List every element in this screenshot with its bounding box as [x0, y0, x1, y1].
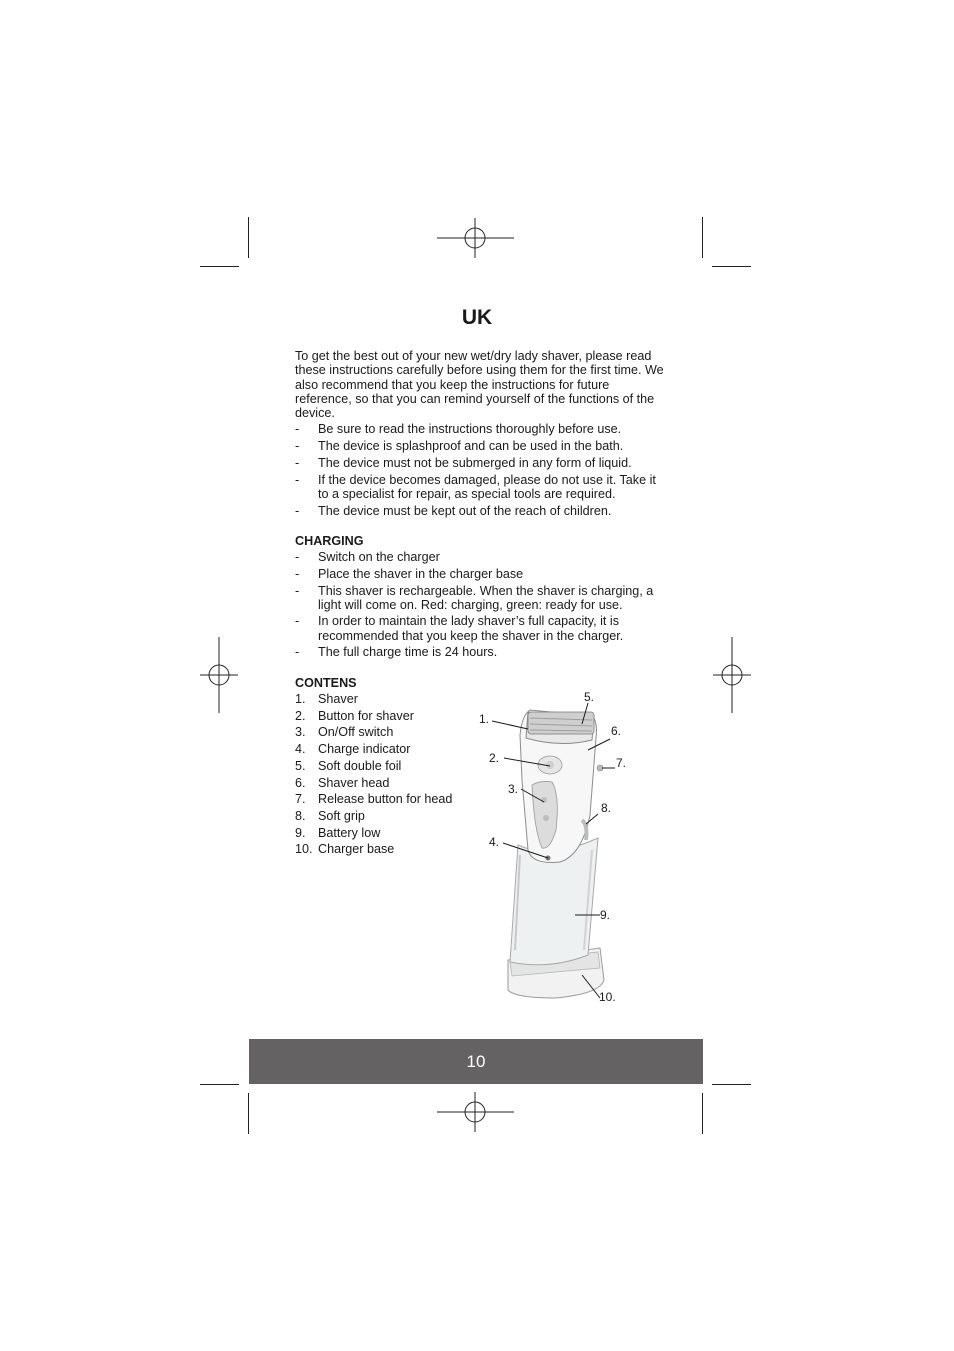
callout-7: 7. [616, 756, 627, 770]
list-item: - Be sure to read the instructions thoroughly before use. [295, 422, 665, 436]
callout-1: 1. [479, 712, 490, 726]
list-item: 9. Battery low [295, 825, 381, 840]
list-item: - Switch on the charger [295, 550, 665, 564]
intro-paragraph: To get the best out of your new wet/dry lady shaver, please read these instructions carefully before using them for the first time. We also recommend that you keep the instructions for future reference, so that you can remind yourself of the functions of the device. [295, 349, 664, 421]
list-item: - The device must be kept out of the reach of children. [295, 504, 665, 518]
callout-6: 6. [611, 724, 622, 738]
list-item: - The device must not be submerged in any form of liquid. [295, 456, 665, 470]
list-item: - This shaver is rechargeable. When the shaver is charging, a light will come on. Red: charging, green: ready for use. [295, 584, 665, 613]
callout-8: 8. [601, 801, 612, 815]
page-title: UK [461, 306, 493, 329]
list-item: 4. Charge indicator [295, 742, 411, 757]
list-item: 3. On/Off switch [295, 725, 394, 740]
safety-list [295, 422, 665, 517]
list-item: - The device is splashproof and can be used in the bath. [295, 439, 665, 453]
list-item: 7. Release button for head [295, 792, 453, 807]
charging-heading: CHARGING [295, 533, 364, 548]
shaver-illustration [470, 680, 650, 1015]
contents-heading: CONTENS [295, 675, 357, 690]
list-item: 5. Soft double foil [295, 758, 402, 773]
callout-10: 10. [599, 990, 616, 1004]
list-item: 2. Button for shaver [295, 708, 414, 723]
callout-3: 3. [508, 782, 519, 796]
page-number-band [249, 1039, 703, 1084]
list-item: - Place the shaver in the charger base [295, 567, 665, 581]
callout-4: 4. [489, 835, 500, 849]
charging-list [295, 550, 665, 660]
page-number: 10 [466, 1052, 486, 1071]
list-item: 10. Charger base [295, 842, 395, 857]
list-item: 1. Shaver [295, 692, 358, 707]
list-item: - In order to maintain the lady shaver’s full capacity, it is recommended that you keep the shaver in the charger. [295, 614, 665, 643]
callout-2: 2. [489, 751, 500, 765]
list-item: 8. Soft grip [295, 808, 365, 823]
list-item: 6. Shaver head [295, 775, 390, 790]
callout-9: 9. [600, 908, 611, 922]
contents-list [295, 692, 465, 856]
list-item: - The full charge time is 24 hours. [295, 645, 665, 659]
callout-5: 5. [584, 690, 595, 704]
list-item: - If the device becomes damaged, please do not use it. Take it to a specialist for repair, as special tools are required. [295, 473, 665, 502]
